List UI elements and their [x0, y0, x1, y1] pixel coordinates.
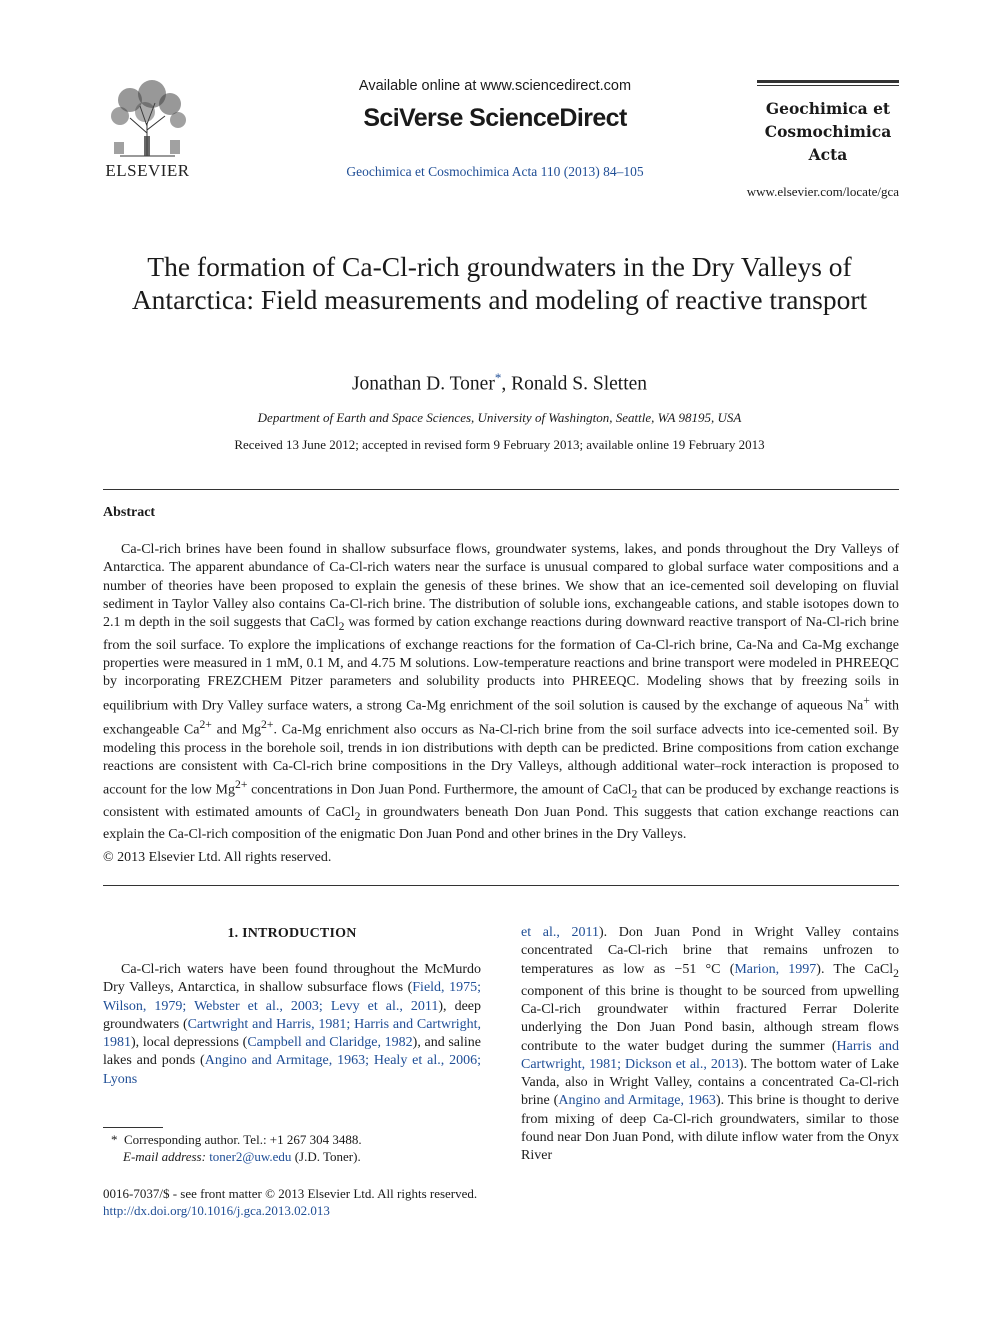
subscript: 2: [631, 787, 638, 801]
superscript: +: [863, 693, 870, 707]
footnote-mark: *: [111, 1132, 118, 1147]
section-heading: 1. INTRODUCTION: [227, 926, 357, 941]
formula: CaCl: [325, 805, 355, 821]
citation-separator: ;: [182, 998, 195, 1014]
author-name: Ronald S. Sletten: [511, 373, 648, 395]
journal-title-line-1: Geochimica et: [765, 99, 891, 118]
body-text: ), local depressions (: [131, 1035, 248, 1051]
journal-title-box: [757, 80, 899, 181]
abstract-text: was formed by cation exchange reactions during downward reactive transport of Na-Cl-rich brine from the soil surface. To explore the implications of exchange reactions for the formation of Ca-Cl-rich brine, Ca-Na and Ca-Mg exchange properties were measured in 1 mM, 0.1 M, and 4.75 M solutions. Low-temperature reactions and brine transport were modeled in PHREEQC by incorporating FREZCHEM Pitzer parameters and solubility products into PHREEQC. Modeling shows that by freezing soils in equilibrium with Dry Valley surface waters, a strong Ca-Mg enrichment of the soil solution is caused by the exchange of aqueous Na: [103, 615, 900, 714]
footnote-text: Corresponding author. Tel.: +1 267 304 3488.: [124, 1132, 362, 1147]
footnote-text: (J.D. Toner).: [291, 1149, 361, 1164]
citation-link[interactable]: Wilson, 1979: [103, 998, 183, 1014]
superscript: 2+: [199, 717, 212, 731]
citation-link[interactable]: Harris and Cartwright, 1981: [521, 1038, 900, 1072]
citation-link[interactable]: Lyons: [103, 1071, 138, 1087]
abstract-text: Ca-Cl-rich brines have been found in shallow subsurface flows, groundwater systems, lakes, and ponds throughout the Dry Valleys of Antarctica. The apparent abundance of Ca-Cl-rich waters near the surface is unusual compared to global surface water compositions and a number of theories have been proposed to explain the genesis of these brines. We show that an ice-cemented soil developing on fluvial sediment in Taylor Valley also contains Ca-Cl-rich brine. The distribution of soluble ions, exchangeable cations, and stable isotopes down to 2.1 m depth in the soil suggests that: [103, 542, 899, 631]
footnote: [103, 1131, 481, 1165]
body-text: ), deep groundwaters (: [103, 998, 482, 1032]
elsevier-logo: [100, 78, 195, 181]
citation-link[interactable]: Marion, 1997: [734, 961, 817, 977]
body-column-right: [521, 924, 899, 1166]
platform-name: SciVerse ScienceDirect: [363, 104, 627, 132]
subscript: 2: [354, 809, 361, 823]
citation-link[interactable]: Angino and Armitage, 1963: [558, 1093, 716, 1109]
citation-link[interactable]: Healy et al., 2006: [373, 1053, 478, 1069]
author-separator: ,: [501, 373, 512, 395]
journal-title-line-2: Cosmochimica: [764, 122, 892, 141]
journal-url-link[interactable]: www.elsevier.com/locate/gca: [746, 184, 899, 199]
journal-citation-link[interactable]: Geochimica et Cosmochimica Acta 110 (2013) 84–105: [346, 164, 644, 179]
abstract-text: in groundwaters beneath Don Juan Pond. This suggests that cation exchange reactions can explain the Ca-Cl-rich composition of the enigmatic Don Juan Pond and other brines in the Dry Valleys.: [103, 805, 899, 843]
body-text: ), and saline lakes and ponds (: [103, 1035, 481, 1069]
citation-link[interactable]: Field, 1975: [412, 980, 478, 996]
citation-link[interactable]: Harris and Cartwright, 1981: [103, 1016, 482, 1051]
abstract-text: that can be produced by exchange reactions is consistent with estimated amounts of: [103, 782, 900, 821]
citation-link[interactable]: Dickson et al., 2013: [625, 1056, 739, 1072]
body-text: Ca-Cl-rich waters have been found throughout the McMurdo Dry Valleys, Antarctica, in shallow subsurface flows (: [103, 962, 481, 996]
citation-link[interactable]: Webster et al., 2003: [194, 998, 319, 1014]
citation-separator: ;: [617, 1056, 626, 1072]
body-text: ). The bottom water of Lake Vanda, also in Wright Valley, contains a concentrated Ca-Cl-rich brine (: [521, 1056, 899, 1109]
citation-separator: ;: [477, 980, 481, 996]
corresponding-author-mark[interactable]: *: [494, 370, 502, 385]
abstract-text: . Ca-Mg enrichment also occurs as Na-Cl-rich brine from the soil surface advects into ice-cemented soil. By modeling this process in the borehole soil, trends in ion distributions with depth can be predicted. Brine compositions from cation exchange reactions are consistent with Ca-Cl-rich brine compositions in the Dry Valleys, although additional water–rock interaction is proposed to account for the low Mg: [103, 722, 899, 798]
subscript: 2: [338, 620, 345, 634]
abstract-bottom-rule: [103, 885, 899, 886]
affiliation: Department of Earth and Space Sciences, University of Washington, Seattle, WA 98195, USA: [257, 410, 742, 425]
superscript: 2+: [261, 717, 274, 731]
citation-separator: ;: [346, 1016, 355, 1032]
citation-link[interactable]: Angino and Armitage, 1963: [204, 1053, 366, 1069]
issn-line: 0016-7037/$ - see front matter © 2013 Elsevier Ltd. All rights reserved.: [103, 1186, 478, 1201]
body-text: ). The CaCl: [816, 961, 894, 977]
abstract-text: concentrations in Don Juan Pond. Furthermore, the amount of: [247, 782, 603, 798]
abstract-body: [103, 541, 899, 845]
citation-separator: ;: [365, 1053, 374, 1069]
formula: CaCl: [602, 782, 632, 798]
abstract-heading: Abstract: [103, 505, 156, 520]
author-name: Jonathan D. Toner: [351, 373, 495, 395]
superscript: 2+: [235, 778, 248, 792]
body-column-left: [103, 961, 481, 1089]
front-matter: [103, 1185, 477, 1219]
email-label: E-mail address:: [123, 1149, 206, 1164]
citation-link[interactable]: et al., 2011: [521, 925, 599, 940]
citation-link[interactable]: Cartwright and Harris, 1981: [187, 1016, 347, 1032]
footnote-rule: [103, 1127, 163, 1128]
journal-title-line-3: Acta: [808, 145, 848, 164]
citation-separator: ;: [318, 998, 331, 1014]
email-link[interactable]: toner2@uw.edu: [209, 1149, 292, 1164]
formula: CaCl: [309, 615, 339, 631]
body-text: component of this brine is thought to be sourced from upwelling Ca-Cl-rich groundwater within fractured Ferrar Dolerite underlying the Don Juan Pond basin, although stream flows contribute to the water budget during the summer (: [521, 983, 899, 1054]
available-online-text: Available online at www.sciencedirect.com: [358, 78, 632, 94]
body-text: ). This brine is thought to derive from mixing of deep Ca-Cl-rich groundwaters, similar to those found near Don Juan Pond, with dilute inflow water from the Onyx River: [521, 1093, 900, 1164]
body-text: ). Don Juan Pond in Wright Valley contains concentrated Ca-Cl-rich brine that remains unfrozen to temperatures as low as −51 °C (: [521, 925, 899, 977]
citation-link[interactable]: Campbell and Claridge, 1982: [247, 1035, 413, 1051]
elsevier-tree-icon: [100, 78, 195, 158]
doi-link[interactable]: http://dx.doi.org/10.1016/j.gca.2013.02.013: [103, 1203, 330, 1218]
article-title: The formation of Ca-Cl-rich groundwaters in the Dry Valleys of Antarctica: Field measurements and modeling of reactive transport: [131, 251, 868, 315]
citation-separator: ;: [477, 1053, 482, 1069]
subscript: 2: [893, 966, 899, 980]
abstract-copyright: © 2013 Elsevier Ltd. All rights reserved.: [103, 850, 332, 865]
citation-link[interactable]: Levy et al., 2011: [330, 998, 439, 1014]
abstract-top-rule: [103, 489, 899, 490]
article-history: Received 13 June 2012; accepted in revised form 9 February 2013; available online 19 February 2013: [234, 437, 765, 452]
author-list: [100, 370, 899, 396]
abstract-text: with exchangeable Ca: [103, 698, 899, 738]
elsevier-wordmark: ELSEVIER: [105, 161, 190, 180]
abstract-text: and Mg: [211, 722, 262, 738]
